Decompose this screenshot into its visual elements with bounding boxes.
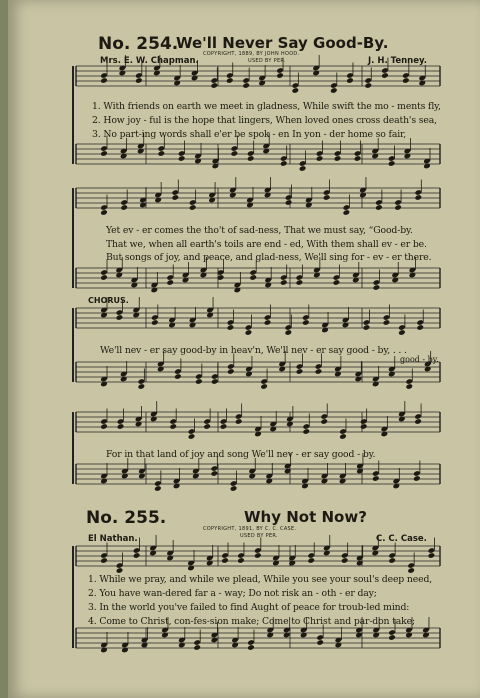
hymn-255-verse-1: 1. While we pray, and while we plead, While you see your soul's deep need, <box>88 574 433 585</box>
chorus-label: CHORUS. <box>88 296 129 305</box>
hymn-254-copyright: COPYRIGHT, 1889, BY JOHN HOOD. <box>203 51 300 57</box>
hymn-255-title: Why Not Now? <box>244 508 367 526</box>
chorus-echo: good - by. <box>400 355 439 364</box>
chorus-line-2: For in that land of joy and song We'll nev - er say good - by. <box>106 449 376 460</box>
hymn-254-title: We'll Never Say Good-By. <box>176 34 389 52</box>
hymn-255-composer: C. C. Case. <box>376 534 427 544</box>
hymn-254-verse-line-2: 2. How joy - ful is the hope that lingers, When loved ones cross death's sea, <box>92 115 437 126</box>
hymn-254-number: No. 254. <box>98 34 179 54</box>
hymnal-page <box>8 0 480 698</box>
hymn-254-verse2-line-1: Yet ev - er comes the tho't of sad-ness, That we must say, “Good-by. <box>106 225 413 236</box>
hymn-255-verse-2: 2. You have wan-dered far a - way; Do not risk an - oth - er day; <box>88 588 377 599</box>
hymn-255-number: No. 255. <box>86 508 167 528</box>
hymn-255-copyright: COPYRIGHT, 1891, BY C. C. CASE. <box>203 526 297 532</box>
hymn-254-verse-line-1: 1. With friends on earth we meet in gladness, While swift the mo - ments fly, <box>92 101 441 112</box>
hymn-254-used-by: USED BY PER. <box>248 58 286 64</box>
hymn-254-verse2-line-2: That we, when all earth's toils are end - ed, With them shall ev - er be. <box>106 239 427 250</box>
hymn-255-used-by: USED BY PER. <box>240 533 278 539</box>
hymn-254-composer: J. H. Tenney. <box>368 56 427 66</box>
hymn-254-verse2-line-3: But songs of joy, and peace, and glad-ness, We'll sing for - ev - er there. <box>106 252 432 263</box>
hymn-254-verse-line-3: 3. No part-ing words shall e'er be spok - en In yon - der home so fair, <box>92 129 407 140</box>
hymn-254-lyricist: Mrs. E. W. Chapman. <box>100 56 199 66</box>
hymn-255-verse-4: 4. Come to Christ, con-fes-sion make; Come to Christ and par-don take; <box>88 616 415 627</box>
hymn-255-lyricist: El Nathan. <box>88 534 138 544</box>
hymn-255-verse-3: 3. In the world you've failed to find Aught of peace for troub-led mind: <box>88 602 410 613</box>
chorus-line-1: We'll nev - er say good-by in heav'n, We'll nev - er say good - by, . . . <box>100 345 407 356</box>
